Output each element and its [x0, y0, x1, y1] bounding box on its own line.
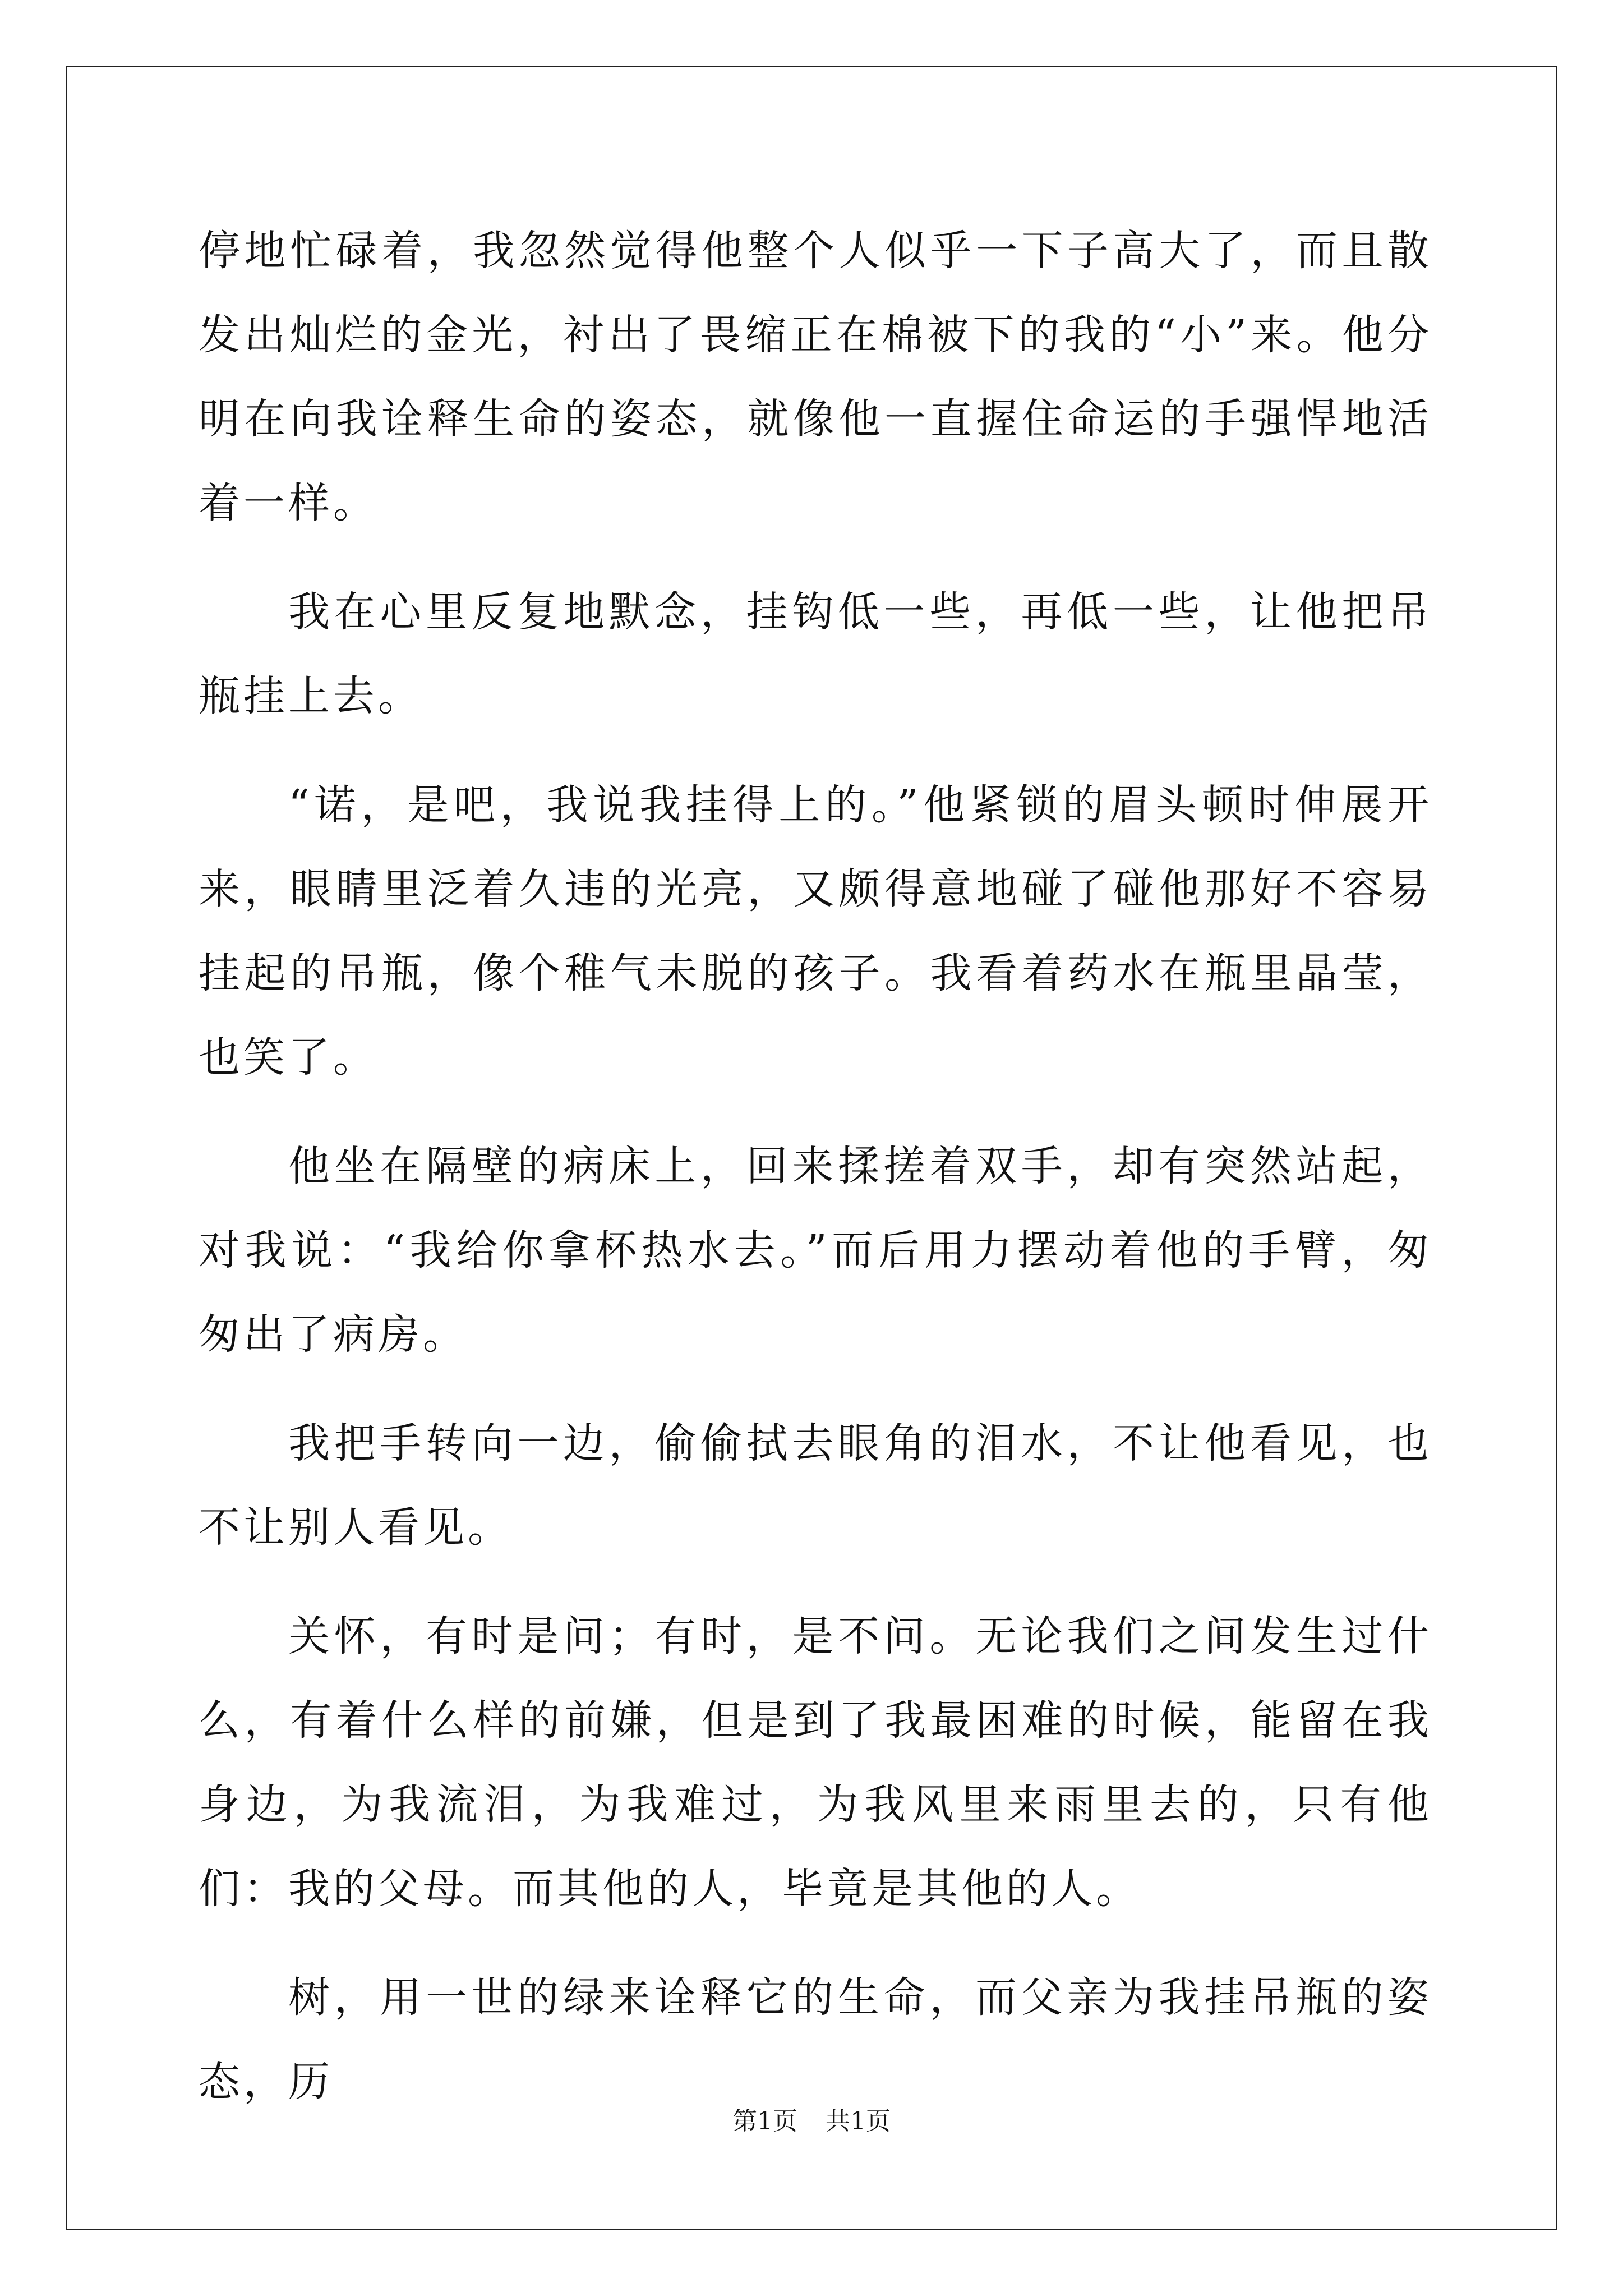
page-total: 共1页 — [826, 2107, 891, 2136]
paragraph-1: 停地忙碌着，我忽然觉得他整个人似乎一下子高大了，而且散发出灿烂的金光，衬出了畏缩正在棉被下的我的“小”来。他分明在向我诠释生命的姿态，就像他一直握住命运的手强悍地活着一样。 — [199, 227, 1432, 527]
page-footer — [0, 2101, 1623, 2137]
paragraph-3: “诺，是吧，我说我挂得上的。”他紧锁的眉头顿时伸展开来，眼睛里泛着久违的光亮，又颇得意地碰了碰他那好不容易挂起的吊瓶，像个稚气未脱的孩子。我看着药水在瓶里晶莹，也笑了。 — [199, 781, 1432, 1082]
document-body — [199, 209, 1432, 2148]
paragraph-6: 关怀，有时是问；有时，是不问。无论我们之间发生过什么，有着什么样的前嫌，但是到了我最困难的时候，能留在我身边，为我流泪，为我难过，为我风里来雨里去的，只有他们：我的父母。而其他的人，毕竟是其他的人。 — [199, 1612, 1432, 1913]
paragraph-5: 我把手转向一边，偷偷拭去眼角的泪水，不让他看见，也不让别人看见。 — [199, 1419, 1432, 1552]
paragraph-7: 树，用一世的绿来诠释它的生命，而父亲为我挂吊瓶的姿态，历 — [199, 1973, 1432, 2106]
paragraph-2: 我在心里反复地默念，挂钩低一些，再低一些，让他把吊瓶挂上去。 — [199, 588, 1432, 720]
page-number: 第1页 — [732, 2107, 797, 2136]
paragraph-4: 他坐在隔壁的病床上，回来揉搓着双手，却有突然站起，对我说：“我给你拿杯热水去。”而后用力摆动着他的手臂，匆匆出了病房。 — [199, 1142, 1432, 1359]
